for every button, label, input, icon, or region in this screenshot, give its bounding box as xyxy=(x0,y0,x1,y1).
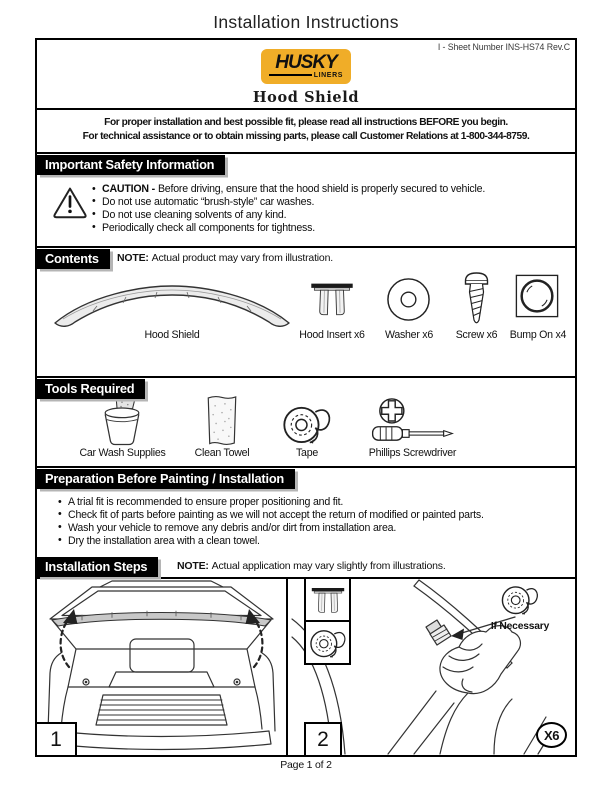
tool-label: Clean Towel xyxy=(194,447,250,459)
safety-bullet: • Do not use automatic “brush-style” car washes. xyxy=(91,196,569,209)
preparation-bullet: • Check fit of parts before painting as we will not accept the return of modified or painted parts. xyxy=(57,509,562,522)
contents-note: NOTE: Actual product may vary from illustration. xyxy=(117,252,333,264)
washer-icon xyxy=(385,276,432,328)
tape-dispenser-icon xyxy=(282,402,332,451)
part-label: Hood Shield xyxy=(144,329,200,341)
caution-label: CAUTION - xyxy=(102,183,155,195)
installation-step-panels xyxy=(37,577,575,755)
logo-underline xyxy=(269,74,312,77)
bump-on-icon xyxy=(514,273,560,324)
if-necessary-label: If Necessary xyxy=(490,621,550,632)
part-label: Bump On x4 xyxy=(509,329,567,341)
logo-brand-name: HUSKY xyxy=(275,51,337,73)
divider xyxy=(37,466,575,468)
if-necessary-callout xyxy=(477,583,563,632)
safety-bullet: • CAUTION - Before driving, ensure that the hood shield is properly secured to vehicle. xyxy=(91,183,569,196)
divider xyxy=(37,246,575,248)
instruction-border-box xyxy=(35,38,577,757)
safety-bullet: • Periodically check all components for tightness. xyxy=(91,222,569,235)
part-label: Screw x6 xyxy=(455,329,498,341)
phillips-screwdriver-icon xyxy=(370,397,454,450)
section-header-contents: Contents xyxy=(37,249,110,269)
tool-label: Tape xyxy=(296,447,318,459)
step-2-legend xyxy=(304,579,351,665)
section-header-safety: Important Safety Information xyxy=(37,155,225,175)
step-number-badge: 2 xyxy=(304,722,342,755)
hood-insert-icon xyxy=(309,275,355,328)
warning-triangle-icon xyxy=(52,185,88,219)
tape-dispenser-icon xyxy=(500,583,540,616)
section-header-steps: Installation Steps xyxy=(37,557,158,577)
part-label: Hood Insert x6 xyxy=(299,329,365,341)
screw-icon xyxy=(459,270,494,333)
step-number-badge: 1 xyxy=(37,722,77,755)
section-header-tools: Tools Required xyxy=(37,379,145,399)
tool-label: Phillips Screwdriver xyxy=(368,447,457,459)
bucket-sponge-icon xyxy=(95,396,149,451)
divider xyxy=(37,152,575,154)
part-label: Washer x6 xyxy=(385,329,433,341)
safety-bullet: • Do not use cleaning solvents of any kind. xyxy=(91,209,569,222)
tape-dispenser-icon xyxy=(304,620,351,665)
divider xyxy=(37,376,575,378)
intro-line-1: For proper installation and best possible fit, please read all instructions BEFORE you begin. xyxy=(104,117,508,128)
step-2-panel xyxy=(288,579,575,755)
hood-insert-icon xyxy=(304,579,351,622)
step-1-panel xyxy=(37,579,288,755)
intro-text xyxy=(37,116,575,143)
preparation-bullet: • A trial fit is recommended to ensure proper positioning and fit. xyxy=(57,496,562,509)
safety-bullet-list xyxy=(91,183,569,235)
divider xyxy=(37,108,575,110)
product-title: Hood Shield xyxy=(252,89,360,106)
page-footer: Page 1 of 2 xyxy=(280,759,332,771)
preparation-bullet: • Wash your vehicle to remove any debris and/or dirt from installation area. xyxy=(57,522,562,535)
quantity-badge: X6 xyxy=(536,722,567,748)
sheet-number: I - Sheet Number INS-HS74 Rev.C xyxy=(437,42,570,52)
towel-icon xyxy=(203,394,241,452)
husky-liners-logo xyxy=(261,49,351,84)
section-header-preparation: Preparation Before Painting / Installation xyxy=(37,469,295,489)
page-title: Installation Instructions xyxy=(213,12,399,32)
preparation-bullet-list xyxy=(57,496,562,548)
preparation-bullet: • Dry the installation area with a clean towel. xyxy=(57,535,562,548)
steps-note: NOTE: Actual application may vary slightly from illustrations. xyxy=(177,560,446,572)
tool-label: Car Wash Supplies xyxy=(79,447,166,459)
intro-line-2: For technical assistance or to obtain missing parts, please call Customer Relations at 1-800-344-8759. xyxy=(82,130,530,142)
logo-sub-name: LINERS xyxy=(313,71,343,79)
